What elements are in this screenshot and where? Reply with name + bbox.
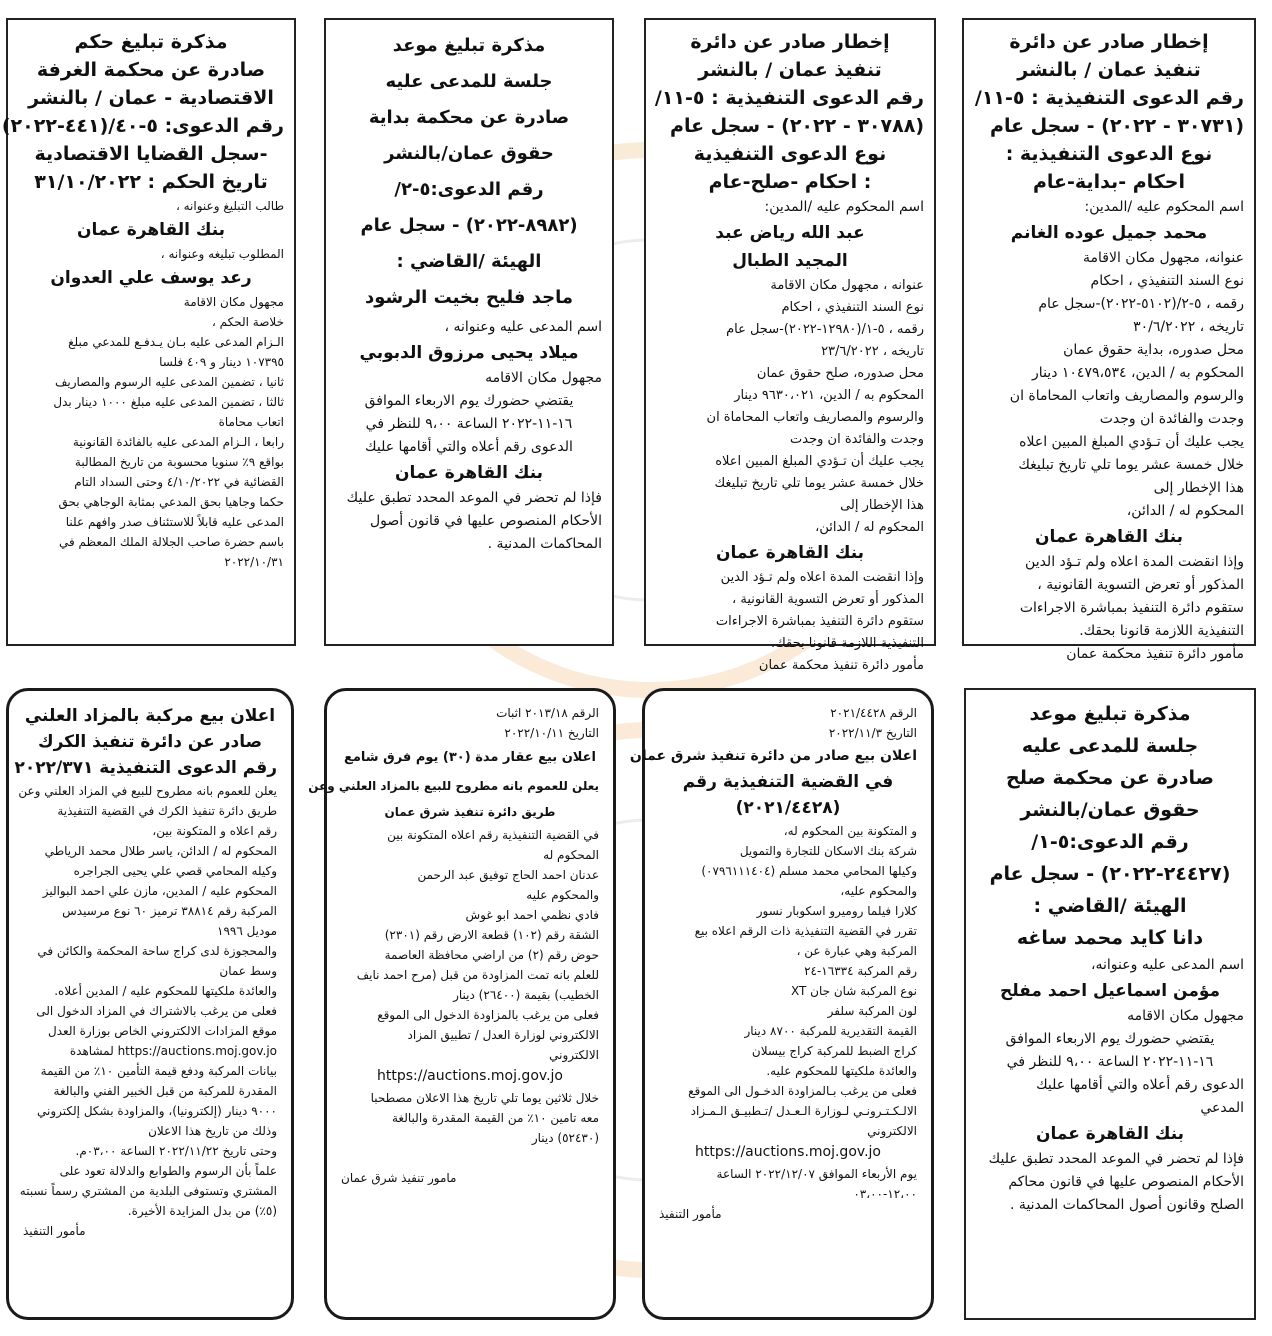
notice-text: محل صدوره، صلح حقوق عمان xyxy=(756,366,924,381)
notice-text: اتعاب محاماة xyxy=(218,415,284,429)
creditor-name: بنك القاهرة عمان xyxy=(715,543,865,563)
court-name: الاقتصادية - عمان / بالنشر xyxy=(28,87,274,109)
notice-text: الأحكام المنصوص عليها في قانون محاكم xyxy=(1008,1174,1244,1190)
notice-text: شركة بنك الاسكان للتجارة والتمويل xyxy=(739,844,917,858)
case-number: رقم الدعوى:٥-١/ xyxy=(1031,831,1189,853)
court-name: حقوق عمان/بالنشر xyxy=(384,143,554,164)
notice-title: تنفيذ عمان / بالنشر xyxy=(698,59,882,81)
notice-date: التاريخ ٢٠٢٢/١١/٣ xyxy=(828,726,917,740)
notice-text: يجب عليك أن تـؤدي المبلغ المبين اعلاه xyxy=(1019,434,1244,450)
notice-vehicle-sale-east-amman xyxy=(629,688,934,1320)
judge-label: الهيئة /القاضي : xyxy=(1033,895,1187,917)
requester-label: طالب التبليغ وعنوانه ، xyxy=(175,199,284,213)
notice-text: الالكتروني xyxy=(549,1048,599,1062)
debtor-label: اسم المحكوم عليه /المدين: xyxy=(1084,199,1244,215)
notice-text: وكيله المحامي قصي علي يحيى الجراجره xyxy=(73,864,277,878)
notice-text: المدعي xyxy=(1200,1100,1244,1116)
notice-signature: مامور تنفيذ شرق عمان xyxy=(341,1171,457,1185)
notice-title: إخطار صادر عن دائرة xyxy=(690,31,890,53)
notice-text: وحتى تاريخ ٢٠٢٢/١١/٢٢ الساعة ٠٣،٠٠م. xyxy=(75,1144,277,1158)
notice-text: المحاكمات المدنية . xyxy=(487,536,602,552)
notice-text: هذا الإخطار إلى xyxy=(840,498,924,513)
notice-text: يعلن للعموم بانه مطروح للبيع في المزاد العلني وعن xyxy=(18,784,277,798)
notice-text: يعلن للعموم بانه مطروح للبيع بالمزاد العلني وعن xyxy=(308,779,599,793)
notice-property-sale-east-amman xyxy=(308,688,616,1320)
judge-name: ماجد فليح بخيت الرشود xyxy=(364,287,573,308)
notice-text: والمحكوم عليه xyxy=(526,888,599,902)
defendant-name: مؤمن اسماعيل احمد مفلح xyxy=(999,981,1221,1001)
notice-text: المدعى عليه قابلاً للاستئناف صدر وافهم علنا xyxy=(65,515,284,529)
notice-text: خلال خمسة عشر يوما تلي تاريخ تبليغك xyxy=(1018,457,1244,473)
notice-text: حوض رقم (٢) من اراضي محافظة العاصمة xyxy=(384,948,599,962)
notice-text: عنوانه، مجهول مكان الاقامة xyxy=(1083,250,1244,266)
notice-title: في القضية التنفيذية رقم xyxy=(682,772,894,792)
notice-text: ستقوم دائرة التنفيذ بمباشرة الاجراءات xyxy=(1019,600,1244,616)
notice-text: الدعوى رقم أعلاه والتي أقامها عليك xyxy=(365,439,573,455)
debtor-name: محمد جميل عوده الغانم xyxy=(1010,223,1208,243)
notice-text: كراج الضبط للمركبة كراج بيسلان xyxy=(751,1044,917,1058)
notice-text: علماً بأن الرسوم والطوابع والدلالة تعود على xyxy=(59,1164,277,1178)
case-number: رقم الدعوى التنفيذية : ٥-١١/ xyxy=(654,87,924,109)
notice-signature: مأمور دائرة تنفيذ محكمة عمان xyxy=(758,658,924,673)
case-number: رقم الدعوى التنفيذية : ٥-١١/ xyxy=(974,87,1244,109)
notice-text: المحكوم به / الدين، ١٠٤٧٩،٥٣٤ دينار xyxy=(1032,365,1244,381)
court-name: حقوق عمان/بالنشر xyxy=(1020,799,1200,821)
notice-title: إخطار صادر عن دائرة xyxy=(1009,31,1209,53)
notice-text: المحكوم له / الدائن، ياسر طلال محمد الرياطي xyxy=(44,844,277,858)
notice-text: هذا الإخطار إلى xyxy=(1153,480,1244,496)
notice-text: خلاصة الحكم ، xyxy=(211,315,284,329)
notice-title: مذكرة تبليغ موعد xyxy=(392,35,546,56)
notice-title: جلسة للمدعى عليه xyxy=(1021,735,1199,757)
notice-text: يقتضي حضورك يوم الاربعاء الموافق xyxy=(1005,1031,1215,1047)
notice-text: الالكتروني لوزارة العدل / تطبيق المزاد xyxy=(407,1028,599,1042)
reference-number: الرقم ٢٠١٣/١٨ اثبات xyxy=(496,706,599,720)
notice-text: المشتري وتستوفى البلدية من المشتري رسماً نسبته xyxy=(19,1184,277,1198)
notice-text: باسم حضرة صاحب الجلالة الملك المعظم في xyxy=(59,535,284,549)
notice-text: مجهول مكان الاقامة xyxy=(183,295,284,309)
notice-text: محل صدوره، بداية حقوق عمان xyxy=(1063,342,1244,358)
notice-text: وإذا انقضت المدة اعلاه ولم تـؤد الدين xyxy=(1025,554,1244,570)
notice-text: المركبة وهي عبارة عن ، xyxy=(796,944,917,958)
notice-text: الالـكـتـرونـي لـوزارة الـعـدل /تـطبيـق الـمـزاد xyxy=(690,1104,917,1118)
notice-text: والمحجوزة لدى كراج ساحة المحكمة والكائن في xyxy=(37,944,277,958)
notice-text: ستقوم دائرة التنفيذ بمباشرة الاجراءات xyxy=(715,614,924,629)
notice-text: تاريخه ، ٣٠/٦/٢٠٢٢ xyxy=(1133,319,1244,335)
defendant-name: ميلاد يحيى مرزوق الدبوبي xyxy=(359,343,579,363)
notice-text: الخطيب) بقيمة (٢٦٤٠٠) دينار xyxy=(453,988,599,1002)
notice-text: رقمه ، ٥-١/(١٢٩٨٠-٢٠٢٢)-سجل عام xyxy=(726,322,924,337)
notice-text: وسط عمان xyxy=(219,964,277,978)
notice-text: عدنان احمد الحاج توفيق عبد الرحمن xyxy=(417,868,599,882)
judgment-date: تاريخ الحكم : ٣١/١٠/٢٠٢٢ xyxy=(34,171,268,193)
notice-signature: مأمور التنفيذ xyxy=(23,1224,86,1238)
notice-text: رقم اعلاه و المتكونة بين، xyxy=(152,824,277,838)
notice-text: يقتضي حضورك يوم الاربعاء الموافق xyxy=(364,393,574,409)
notice-text: الالكتروني xyxy=(867,1124,917,1138)
requester-name: بنك القاهرة عمان xyxy=(76,220,226,240)
case-number: رقم الدعوى:٥-٢/ xyxy=(394,179,544,200)
notice-title: مذكرة تبليغ موعد xyxy=(1029,703,1191,725)
notice-hearing-summons-2 xyxy=(964,688,1256,1320)
notice-text: و المتكونة بين المحكوم له، xyxy=(783,824,917,838)
debtor-label: اسم المحكوم عليه /المدين: xyxy=(764,199,924,215)
notice-title: اعلان بيع مركبة بالمزاد العلني xyxy=(24,706,276,726)
notice-text: طريق دائرة تنفيذ الكرك في القضية التنفيذية xyxy=(57,804,277,818)
notice-text: فإذا لم تحضر في الموعد المحدد تطبق عليك xyxy=(346,490,602,506)
notice-text: المذكور أو تعرض التسوية القانونية ، xyxy=(732,592,924,607)
recipient-label: المطلوب تبليغه وعنوانه ، xyxy=(160,247,284,261)
notice-text: بواقع ٩٪ سنويا محسوبة من تاريخ المطالبة xyxy=(74,455,284,469)
notice-text: المقدرة للمركبة من قبل الخبير الفني والبالغة xyxy=(53,1084,277,1098)
notice-text: رقم المركبة ١٦٣٣٤-٢٤ xyxy=(804,964,917,978)
notice-text: وذلك من تاريخ هذا الاعلان xyxy=(148,1124,277,1138)
notice-text: عنوانه ، مجهول مكان الاقامة xyxy=(770,278,924,293)
notice-text: فإذا لم تحضر في الموعد المحدد تطبق عليك xyxy=(988,1151,1244,1167)
auction-url[interactable]: https://auctions.moj.gov.jo لمشاهدة xyxy=(69,1044,277,1058)
court-name: صادرة عن محكمة الغرفة xyxy=(36,59,266,81)
notice-text: والعائدة ملكيتها للمحكوم عليه. xyxy=(766,1064,917,1078)
notice-title: جلسة للمدعى عليه xyxy=(385,71,553,92)
notice-text: (٥٪) من بدل المزايدة الأخيرة. xyxy=(127,1204,277,1218)
notice-text: تقرر في القضية التنفيذية ذات الرقم اعلاه بيع xyxy=(694,924,917,938)
notice-text: لون المركبة سلفر xyxy=(827,1004,917,1018)
notice-text: والرسوم والمصاريف واتعاب المحاماة ان xyxy=(706,410,924,425)
notice-text: (٥٢٤٣٠) دينار xyxy=(531,1131,599,1145)
plaintiff-name: بنك القاهرة عمان xyxy=(394,463,544,483)
notice-text: رابعا ، الـزام المدعى عليه بالفائدة القانونية xyxy=(72,435,284,449)
auction-url[interactable]: https://auctions.moj.gov.jo xyxy=(377,1068,563,1084)
creditor-label: المحكوم له / الدائن، xyxy=(1126,503,1244,519)
notice-text: بيانات المركبة ودفع قيمة التأمين ١٠٪ من القيمة xyxy=(40,1064,277,1078)
case-number: (٣٠٧٣١ - ٢٠٢٢) - سجل عام xyxy=(990,115,1244,137)
notice-text: ثانيا ، تضمين المدعى عليه الرسوم والمصاريف xyxy=(54,375,284,389)
case-number: رقم الدعوى: ٥-٤٠/(٤٤١-٢٠٢٢) xyxy=(1,115,284,137)
auction-date: يوم الأربعاء الموافق ٢٠٢٢/١٢/٠٧ الساعة xyxy=(716,1167,917,1181)
notice-text: فعلى من يرغب بالاشتراك في المزاد الدخول الى xyxy=(36,1004,277,1018)
notice-text: في القضية التنفيذية رقم اعلاه المتكونة بين xyxy=(387,828,599,842)
notice-text: ثالثا ، تضمين المدعى عليه مبلغ ١٠٠٠ دينار بدل xyxy=(53,395,284,409)
notice-text: يجب عليك أن تـؤدي المبلغ المبين اعلاه xyxy=(715,454,924,469)
debtor-name: المجيد الطبال xyxy=(732,251,848,271)
notice-text: فعلى من يرغب بالمزاودة الدخول الى الموقع xyxy=(377,1008,599,1022)
notice-date: ٢٠٢٢/١٠/٣١ xyxy=(224,555,284,569)
case-type: : احكام -صلح-عام xyxy=(708,171,872,193)
notice-signature: مأمور التنفيذ xyxy=(659,1207,722,1221)
auction-url[interactable]: https://auctions.moj.gov.jo xyxy=(695,1144,881,1160)
notice-text: طريق دائرة تنفيذ شرق عمان xyxy=(384,805,556,819)
notice-text: تاريخه ، ٢٣/٦/٢٠٢٢ xyxy=(821,344,924,359)
defendant-label: اسم المدعى عليه وعنوانه ، xyxy=(444,319,602,335)
notice-text: والمحكوم عليه، xyxy=(840,884,917,898)
notice-text: وكيلها المحامي محمد مسلم (٠٧٩٦١١١٤٠٤) xyxy=(701,864,917,878)
notice-text: التنفيذية اللازمة قانونا بحقك. xyxy=(770,636,924,651)
notice-text: المركبة رقم ٣٨٨١٤ ترميز ٦٠ نوع مرسيدس xyxy=(62,904,277,918)
creditor-label: المحكوم له / الدائن، xyxy=(815,520,924,535)
notice-text: نوع السند التنفيذي ، احكام xyxy=(781,300,924,315)
hearing-date: ١٦-١١-٢٠٢٢ الساعة ٩،٠٠ للنظر في xyxy=(1006,1054,1214,1070)
notice-text: نوع السند التنفيذي ، احكام xyxy=(1090,273,1244,289)
case-number: -سجل القضايا الاقتصادية xyxy=(34,143,268,165)
notice-text: المذكور أو تعرض التسوية القانونية ، xyxy=(1037,577,1244,593)
notice-text: القضائية في ٤/١٠/٢٠٢٢ وحتى السداد التام xyxy=(74,475,284,489)
creditor-name: بنك القاهرة عمان xyxy=(1034,527,1184,547)
notice-text: فادي نظمي احمد ابو غوش xyxy=(465,908,599,922)
case-number: (٣٠٧٨٨ - ٢٠٢٢) - سجل عام xyxy=(670,115,924,137)
notice-text: القيمة التقديرية للمركبة ٨٧٠٠ دينار xyxy=(744,1024,917,1038)
court-name: صادرة عن محكمة بداية xyxy=(368,107,570,128)
notice-title: صادر عن دائرة تنفيذ الكرك xyxy=(37,732,263,752)
notice-vehicle-auction-karak xyxy=(6,688,294,1320)
notice-execution-alert-1 xyxy=(962,18,1256,662)
case-type: نوع الدعوى التنفيذية : xyxy=(1005,143,1213,165)
notice-text: خلال ثلاثين يوما تلي تاريخ هذا الاعلان مصطحبا xyxy=(370,1091,599,1105)
notice-text: نوع المركبة شان جان XT xyxy=(790,984,917,998)
notice-text: مجهول مكان الاقامه xyxy=(1127,1008,1244,1024)
notice-signature: مأمور دائرة تنفيذ محكمة عمان xyxy=(1066,646,1244,662)
notice-text: وإذا انقضت المدة اعلاه ولم تـؤد الدين xyxy=(720,570,924,585)
recipient-name: رعد يوسف علي العدوان xyxy=(50,268,252,288)
case-type: نوع الدعوى التنفيذية xyxy=(693,143,887,165)
notice-execution-alert-2 xyxy=(644,18,936,673)
notice-date: التاريخ ٢٠٢٢/١٠/١١ xyxy=(504,726,599,740)
notice-text: خلال خمسة عشر يوما تلي تاريخ تبليغك xyxy=(714,476,924,491)
notice-title: اعلان بيع صادر من دائرة تنفيذ شرق عمان xyxy=(629,748,917,764)
auction-time: ١٢،٠٠-٠٣،٠٠ xyxy=(853,1187,917,1201)
debtor-name: عبد الله رياض عبد xyxy=(715,223,865,243)
defendant-label: اسم المدعى عليه وعنوانه، xyxy=(1090,957,1244,973)
notice-text: موديل ١٩٩٦ xyxy=(217,924,277,938)
court-name: صادرة عن محكمة صلح xyxy=(1006,767,1214,789)
notice-text: المحكوم عليه / المدين، مازن علي احمد البواليز xyxy=(42,884,277,898)
notice-text: والعائدة ملكيتها للمحكوم عليه / المدين أعلاه. xyxy=(54,984,277,998)
notice-text: الصلح وقانون أصول المحاكمات المدنية . xyxy=(1010,1197,1244,1213)
notice-text: المحكوم له xyxy=(543,848,599,862)
notice-text: معه تامين ١٠٪ من القيمة المقدرة والبالغة xyxy=(392,1111,599,1125)
notice-text: الدعوى رقم أعلاه والتي أقامها عليك xyxy=(1036,1077,1244,1093)
notice-text: رقمه ، ٥-٢/(٥١٠٢-٢٠٢٢)-سجل عام xyxy=(1038,296,1244,312)
notice-text: ١٠٧٣٩٥ دينار و ٤٠٩ فلسا xyxy=(159,355,284,369)
notice-text: كلارا فيلما روميرو اسكوبار نسور xyxy=(756,904,917,918)
notice-text: الشقة رقم (١٠٢) قطعة الارض رقم (٢٣٠١) xyxy=(384,928,599,942)
case-number: رقم الدعوى التنفيذية ٢٠٢٢/٣٧١ xyxy=(14,758,277,778)
notice-hearing-summons-1 xyxy=(324,18,614,646)
notice-text: الأحكام المنصوص عليها في قانون أصول xyxy=(369,513,602,529)
notice-text: المحكوم به / الدين، ٩٦٣٠،٠٢١ دينار xyxy=(734,388,924,403)
notice-text: وجدت والفائدة ان وجدت xyxy=(1099,411,1244,427)
case-number: (٢٤٤٢٧-٢٠٢٢) - سجل عام xyxy=(989,863,1231,885)
case-type: احكام -بداية-عام xyxy=(1032,171,1186,193)
judge-name: دانا كايد محمد ساغه xyxy=(1016,927,1204,949)
notice-text: والرسوم والمصاريف واتعاب المحاماة ان xyxy=(1009,388,1244,404)
notice-text: موقع المزادات الالكتروني الخاص بوزارة العدل xyxy=(48,1024,277,1038)
notice-text: التنفيذية اللازمة قانونا بحقك. xyxy=(1079,623,1244,639)
notice-judgment xyxy=(1,18,296,646)
notice-text: حكما وجاهيا بحق المدعي بمثابة الوجاهي بحق xyxy=(58,495,284,509)
case-number: (٨٩٨٢-٢٠٢٢) - سجل عام xyxy=(360,215,578,236)
notice-text: وجدت والفائدة ان وجدت xyxy=(790,432,924,447)
notice-title: اعلان بيع عقار مدة (٣٠) يوم فرق شامع xyxy=(343,750,597,765)
notice-text: فعلى من يرغب بـالمزاودة الدخـول الى الموقع xyxy=(688,1084,917,1098)
judge-label: الهيئة /القاضي : xyxy=(396,251,542,272)
notice-title: تنفيذ عمان / بالنشر xyxy=(1017,59,1201,81)
reference-number: الرقم ٢٠٢١/٤٤٢٨ xyxy=(830,706,917,720)
notice-text: مجهول مكان الاقامه xyxy=(485,370,602,386)
notice-text: الـزام المدعى عليه بـان يـدفـع للمدعي مبلغ xyxy=(68,335,284,349)
notice-text: للعلم بانه تمت المزاودة من قبل (مرح احمد نايف xyxy=(356,968,599,982)
notice-title: مذكرة تبليغ حكم xyxy=(74,31,228,53)
hearing-date: ١٦-١١-٢٠٢٢ الساعة ٩،٠٠ للنظر في xyxy=(365,416,573,432)
notice-text: ٩٠٠٠ دينار (إلكترونيا)، والمزاودة بشكل إلكتروني xyxy=(37,1104,277,1118)
plaintiff-name: بنك القاهرة عمان xyxy=(1035,1124,1185,1144)
case-number: (٢٠٢١/٤٤٢٨) xyxy=(735,798,841,818)
